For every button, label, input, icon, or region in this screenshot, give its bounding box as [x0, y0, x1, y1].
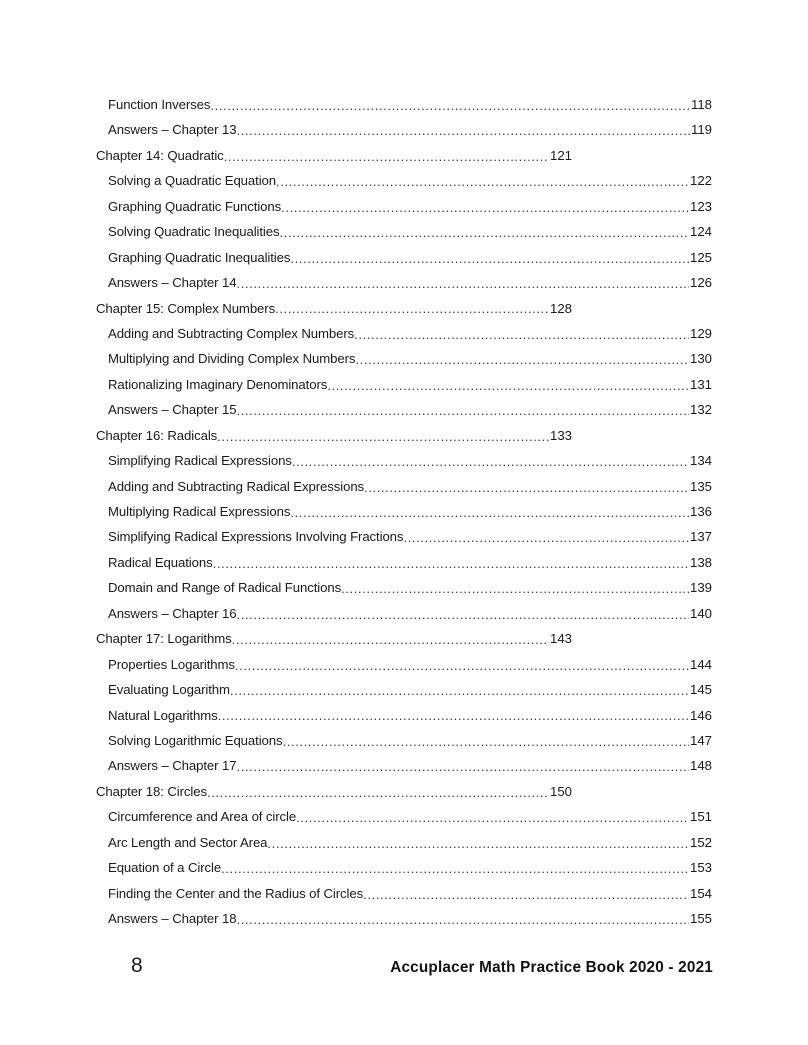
- dot-leader: [279, 228, 689, 242]
- toc-entry-title: Answers – Chapter 14: [108, 275, 237, 291]
- toc-entry-row[interactable]: [0, 652, 808, 677]
- toc-entry-page-number: 119: [690, 122, 712, 138]
- toc-entry-title: Chapter 15: Complex Numbers: [96, 300, 276, 316]
- page-footer: [0, 952, 808, 992]
- toc-entry-row[interactable]: [0, 219, 808, 244]
- toc-entry-page-number: 153: [689, 860, 712, 876]
- toc-entry-page-number: 152: [689, 834, 712, 850]
- toc-entry-row[interactable]: [0, 906, 808, 931]
- toc-entry-title: Solving a Quadratic Equation: [108, 173, 277, 189]
- footer-book-title: Accuplacer Math Practice Book 2020 - 2021: [390, 959, 713, 976]
- dot-leader: [276, 177, 689, 191]
- toc-entry-row[interactable]: [0, 830, 808, 855]
- dot-leader: [355, 355, 689, 369]
- toc-chapter-row[interactable]: [0, 423, 808, 448]
- toc-entry-page-number: 135: [689, 478, 712, 494]
- toc-entry-row[interactable]: [0, 703, 808, 728]
- dot-leader: [296, 813, 689, 827]
- toc-entry-row[interactable]: [0, 601, 808, 626]
- dot-leader: [236, 406, 689, 420]
- dot-leader: [236, 126, 690, 140]
- toc-entry-page-number: 137: [689, 529, 712, 545]
- toc-entry-title: Equation of a Circle: [108, 860, 222, 876]
- toc-entry-title: Adding and Subtracting Radical Expressions: [108, 478, 365, 494]
- toc-entry-title: Circumference and Area of circle: [108, 809, 297, 825]
- toc-entry-row[interactable]: [0, 270, 808, 295]
- toc-entry-title: Answers – Chapter 13: [108, 122, 237, 138]
- toc-entry-title: Radical Equations: [108, 554, 213, 570]
- dot-leader: [207, 787, 550, 801]
- toc-entry-title: Answers – Chapter 15: [108, 402, 237, 418]
- dot-leader: [403, 533, 689, 547]
- toc-entry-page-number: 154: [689, 885, 712, 901]
- toc-entry-page-number: 151: [689, 809, 712, 825]
- table-of-contents: [0, 92, 808, 931]
- toc-entry-row[interactable]: [0, 372, 808, 397]
- toc-entry-title: Solving Quadratic Inequalities: [108, 224, 280, 240]
- toc-entry-title: Natural Logarithms: [108, 707, 218, 723]
- toc-chapter-row[interactable]: [0, 296, 808, 321]
- toc-entry-page-number: 148: [689, 758, 712, 774]
- toc-entry-page-number: 136: [689, 504, 712, 519]
- toc-entry-row[interactable]: [0, 117, 808, 142]
- dot-leader: [292, 457, 690, 471]
- toc-entry-row[interactable]: [0, 804, 808, 829]
- toc-entry-title: Finding the Center and the Radius of Circles: [108, 885, 364, 901]
- toc-entry-page-number: 128: [549, 300, 572, 316]
- toc-entry-title: Arc Length and Sector Area: [108, 834, 268, 850]
- toc-entry-row[interactable]: [0, 881, 808, 906]
- dot-leader: [235, 660, 690, 674]
- toc-entry-page-number: 139: [689, 580, 712, 596]
- toc-entry-title: Answers – Chapter 16: [108, 605, 237, 621]
- toc-entry-row[interactable]: [0, 499, 808, 524]
- dot-leader: [210, 100, 690, 114]
- toc-chapter-row[interactable]: [0, 779, 808, 804]
- toc-entry-title: Simplifying Radical Expressions: [108, 453, 292, 469]
- toc-entry-page-number: 130: [689, 351, 712, 367]
- toc-entry-row[interactable]: [0, 524, 808, 549]
- dot-leader: [290, 507, 689, 521]
- dot-leader: [364, 482, 689, 496]
- toc-entry-title: Chapter 17: Logarithms: [96, 631, 232, 647]
- toc-entry-page-number: 129: [689, 325, 712, 341]
- toc-entry-row[interactable]: [0, 92, 808, 117]
- toc-entry-page-number: 133: [549, 427, 572, 443]
- toc-entry-row[interactable]: [0, 194, 808, 219]
- toc-entry-row[interactable]: [0, 753, 808, 778]
- toc-entry-page-number: 144: [689, 656, 712, 672]
- toc-entry-row[interactable]: [0, 346, 808, 371]
- toc-entry-title: Adding and Subtracting Complex Numbers: [108, 325, 355, 341]
- toc-entry-row[interactable]: [0, 728, 808, 753]
- toc-entry-page-number: 150: [549, 783, 572, 799]
- dot-leader: [283, 736, 690, 750]
- toc-entry-title: Multiplying Radical Expressions: [108, 504, 291, 519]
- toc-entry-title: Domain and Range of Radical Functions: [108, 580, 342, 596]
- dot-leader: [236, 914, 689, 928]
- toc-entry-page-number: 146: [689, 707, 712, 723]
- toc-entry-title: Graphing Quadratic Inequalities: [108, 249, 291, 265]
- toc-entry-page-number: 131: [689, 376, 712, 392]
- toc-entry-page-number: 143: [549, 631, 572, 647]
- toc-entry-page-number: 140: [689, 605, 712, 621]
- toc-entry-title: Rationalizing Imaginary Denominators: [108, 376, 328, 392]
- toc-entry-page-number: 145: [689, 682, 712, 698]
- dot-leader: [217, 431, 549, 445]
- toc-entry-page-number: 118: [690, 97, 712, 112]
- toc-entry-row[interactable]: [0, 575, 808, 600]
- toc-entry-page-number: 132: [689, 402, 712, 418]
- dot-leader: [363, 889, 689, 903]
- toc-entry-row[interactable]: [0, 397, 808, 422]
- toc-entry-page-number: 126: [689, 275, 712, 291]
- toc-entry-page-number: 155: [689, 911, 712, 926]
- toc-entry-row[interactable]: [0, 474, 808, 499]
- dot-leader: [267, 838, 689, 852]
- toc-entry-row[interactable]: [0, 321, 808, 346]
- toc-entry-page-number: 147: [689, 732, 712, 748]
- dot-leader: [275, 304, 549, 318]
- toc-entry-page-number: 121: [549, 147, 572, 163]
- toc-entry-title: Simplifying Radical Expressions Involving Fractions: [108, 529, 404, 545]
- dot-leader: [236, 762, 689, 776]
- toc-entry-row[interactable]: [0, 855, 808, 880]
- dot-leader: [224, 151, 550, 165]
- dot-leader: [236, 279, 689, 293]
- toc-entry-title: Answers – Chapter 17: [108, 758, 237, 774]
- toc-entry-title: Properties Logarithms: [108, 656, 235, 672]
- dot-leader: [221, 864, 689, 878]
- toc-entry-page-number: 138: [689, 554, 712, 570]
- dot-leader: [218, 711, 690, 725]
- toc-chapter-row[interactable]: [0, 143, 808, 168]
- toc-entry-page-number: 134: [689, 453, 712, 469]
- dot-leader: [230, 686, 690, 700]
- toc-entry-title: Multiplying and Dividing Complex Numbers: [108, 351, 356, 367]
- toc-entry-row[interactable]: [0, 448, 808, 473]
- dot-leader: [341, 584, 689, 598]
- toc-entry-title: Function Inverses: [108, 97, 211, 112]
- toc-entry-title: Graphing Quadratic Functions: [108, 198, 282, 214]
- toc-entry-title: Chapter 18: Circles: [96, 783, 207, 799]
- dot-leader: [236, 609, 689, 623]
- toc-chapter-row[interactable]: [0, 626, 808, 651]
- footer-page-number: 8: [131, 954, 143, 977]
- toc-entry-page-number: 123: [689, 198, 712, 214]
- toc-entry-title: Solving Logarithmic Equations: [108, 732, 283, 748]
- toc-entry-title: Chapter 16: Radicals: [96, 427, 218, 443]
- toc-entry-row[interactable]: [0, 168, 808, 193]
- toc-entry-row[interactable]: [0, 550, 808, 575]
- toc-entry-title: Evaluating Logarithm: [108, 682, 230, 698]
- dot-leader: [354, 329, 689, 343]
- toc-entry-page-number: 124: [689, 224, 712, 240]
- toc-entry-row[interactable]: [0, 677, 808, 702]
- dot-leader: [213, 558, 690, 572]
- dot-leader: [232, 635, 550, 649]
- toc-entry-title: Chapter 14: Quadratic: [96, 147, 224, 163]
- dot-leader: [327, 380, 689, 394]
- dot-leader: [290, 253, 689, 267]
- dot-leader: [281, 202, 689, 216]
- toc-entry-page-number: 122: [689, 173, 712, 189]
- toc-entry-page-number: 125: [689, 249, 712, 265]
- toc-entry-title: Answers – Chapter 18: [108, 911, 237, 926]
- toc-entry-row[interactable]: [0, 245, 808, 270]
